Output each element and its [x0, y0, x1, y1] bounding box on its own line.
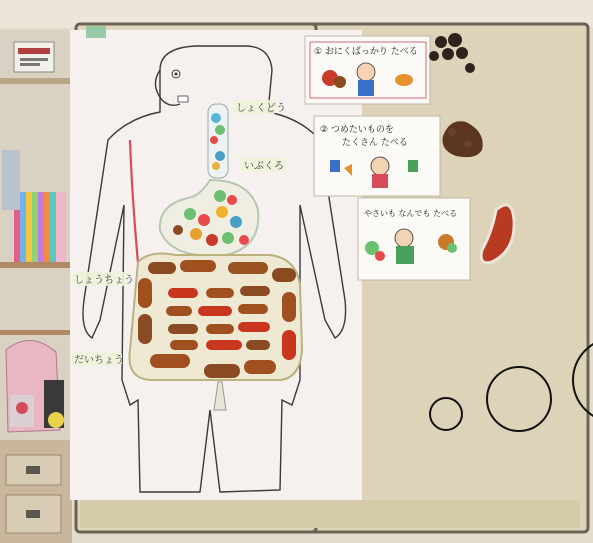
card-2 — [314, 116, 440, 196]
card-1 — [305, 36, 430, 104]
teeth — [178, 96, 188, 102]
label-large-intestine: だいちょう — [74, 355, 124, 366]
backpack-icon — [6, 340, 64, 432]
card-3-text: やさいも なんでも たべる — [364, 209, 458, 218]
card-1-text: ① おにくばっかり たべる — [314, 47, 418, 57]
sign-icon — [14, 42, 54, 72]
card-2-text-1: ② つめたいものを — [320, 125, 394, 135]
card-3 — [358, 198, 470, 280]
left-shelf — [0, 30, 72, 543]
label-small-intestine: しょうちょう — [74, 275, 134, 286]
label-stomach: いぶくろ — [244, 161, 284, 172]
card-2-text-2: たくさん たべる — [342, 138, 408, 148]
label-esophagus: しょくどう — [236, 103, 286, 114]
